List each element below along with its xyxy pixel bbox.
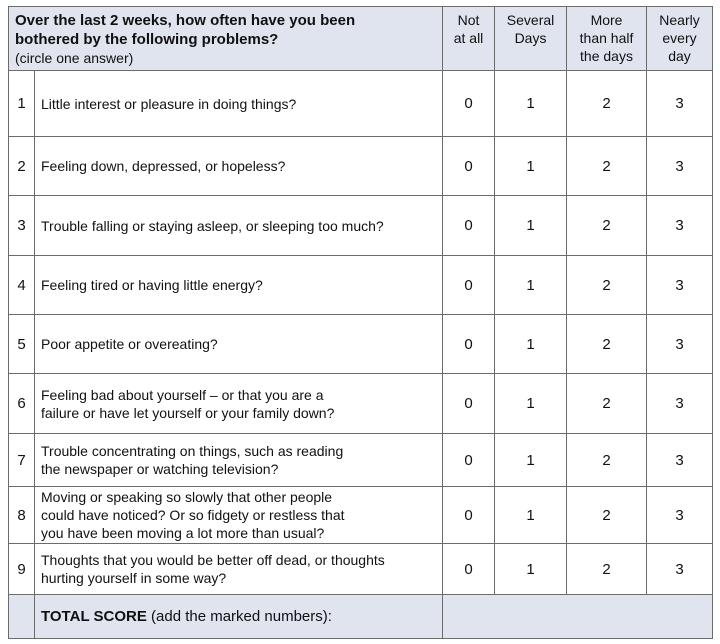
score-option-several-days[interactable]: 1 [495,315,567,374]
item-number: 5 [9,315,35,374]
item-question [35,434,443,487]
table-row [9,374,713,434]
score-option-more-than-half[interactable]: 2 [567,434,647,487]
score-option-several-days[interactable]: 1 [495,487,567,544]
score-option-nearly-every-day[interactable]: 3 [647,487,713,544]
score-option-more-than-half[interactable]: 2 [567,256,647,315]
item-number: 1 [9,71,35,137]
score-option-not-at-all[interactable]: 0 [443,544,495,595]
item-question-line: Little interest or pleasure in doing things? [41,95,297,112]
question-header [9,7,443,71]
score-option-several-days[interactable]: 1 [495,374,567,434]
column-header-line: every [662,30,697,46]
header-row [9,7,713,71]
item-question-line: you have been moving a lot more than usual? [41,525,325,541]
item-number: 3 [9,196,35,256]
item-question-line: Moving or speaking so slowly that other people [41,489,333,505]
score-option-several-days[interactable]: 1 [495,544,567,595]
score-option-nearly-every-day[interactable]: 3 [647,315,713,374]
item-question-line: could have noticed? Or so fidgety or restless that [41,507,345,523]
instruction-text: (circle one answer) [15,50,134,66]
item-number: 4 [9,256,35,315]
score-option-several-days[interactable]: 1 [495,196,567,256]
item-question [35,544,443,595]
score-option-nearly-every-day[interactable]: 3 [647,196,713,256]
item-question-line: Thoughts that you would be better off dead, or thoughts [41,552,385,568]
item-question [35,315,443,374]
score-option-not-at-all[interactable]: 0 [443,71,495,137]
score-option-more-than-half[interactable]: 2 [567,71,647,137]
table-row [9,196,713,256]
item-question-line: the newspaper or watching television? [41,461,279,477]
score-option-nearly-every-day[interactable]: 3 [647,71,713,137]
column-header-line: Nearly [659,12,700,28]
item-question-line: Poor appetite or overeating? [41,336,218,352]
table-row [9,71,713,137]
item-question [35,71,443,137]
column-header-line: Days [514,30,547,46]
score-option-not-at-all[interactable]: 0 [443,315,495,374]
score-option-more-than-half[interactable]: 2 [567,544,647,595]
score-option-not-at-all[interactable]: 0 [443,374,495,434]
item-question [35,256,443,315]
column-header-line: than half [579,30,634,46]
phq9-table [8,6,713,639]
item-question [35,374,443,434]
item-question-line: Feeling bad about yourself – or that you are a [41,386,324,403]
column-header-several-days [495,7,567,71]
item-question-line: failure or have let yourself or your family down? [41,404,335,421]
score-option-nearly-every-day[interactable]: 3 [647,434,713,487]
question-line-2: bothered by the following problems? [15,31,279,48]
column-header-more-than-half [567,7,647,71]
score-option-more-than-half[interactable]: 2 [567,487,647,544]
score-option-several-days[interactable]: 1 [495,434,567,487]
column-header-line: More [590,12,623,28]
total-score-label [35,595,443,639]
total-score-title: TOTAL SCORE [41,608,147,625]
table-row [9,256,713,315]
item-question-line: Feeling down, depressed, or hopeless? [41,158,286,174]
total-score-row [9,595,713,639]
table-row [9,544,713,595]
score-option-more-than-half[interactable]: 2 [567,315,647,374]
total-score-instruction: (add the marked numbers): [146,608,332,625]
item-question [35,137,443,196]
score-option-not-at-all[interactable]: 0 [443,137,495,196]
column-header-line: the days [580,48,633,64]
score-option-nearly-every-day[interactable]: 3 [647,137,713,196]
item-number: 8 [9,487,35,544]
item-number: 9 [9,544,35,595]
item-question-line: Trouble concentrating on things, such as reading [41,443,344,459]
item-question [35,196,443,256]
score-option-not-at-all[interactable]: 0 [443,487,495,544]
table-row [9,315,713,374]
table-row [9,137,713,196]
column-header-line: Not [457,12,480,28]
item-question-line: hurting yourself in some way? [41,570,227,586]
item-question-line: Feeling tired or having little energy? [41,277,263,293]
score-option-several-days[interactable]: 1 [495,137,567,196]
column-header-line: day [668,48,691,64]
column-header-line: Several [506,12,555,28]
item-number: 6 [9,374,35,434]
score-option-nearly-every-day[interactable]: 3 [647,374,713,434]
score-option-nearly-every-day[interactable]: 3 [647,256,713,315]
score-option-more-than-half[interactable]: 2 [567,196,647,256]
table-row [9,487,713,544]
score-option-not-at-all[interactable]: 0 [443,434,495,487]
item-number: 7 [9,434,35,487]
column-header-line: at all [453,30,484,46]
item-question [35,487,443,544]
score-option-more-than-half[interactable]: 2 [567,137,647,196]
column-header-nearly-every-day [647,7,713,71]
column-header-not-at-all [443,7,495,71]
score-option-not-at-all[interactable]: 0 [443,256,495,315]
score-option-nearly-every-day[interactable]: 3 [647,544,713,595]
total-score-field[interactable] [443,595,713,639]
score-option-more-than-half[interactable]: 2 [567,374,647,434]
total-spacer-cell [9,595,35,639]
score-option-not-at-all[interactable]: 0 [443,196,495,256]
table-row [9,434,713,487]
question-line-1: Over the last 2 weeks, how often have you been [15,12,356,29]
item-number: 2 [9,137,35,196]
score-option-several-days[interactable]: 1 [495,71,567,137]
score-option-several-days[interactable]: 1 [495,256,567,315]
item-question-line: Trouble falling or staying asleep, or sleeping too much? [41,217,384,234]
